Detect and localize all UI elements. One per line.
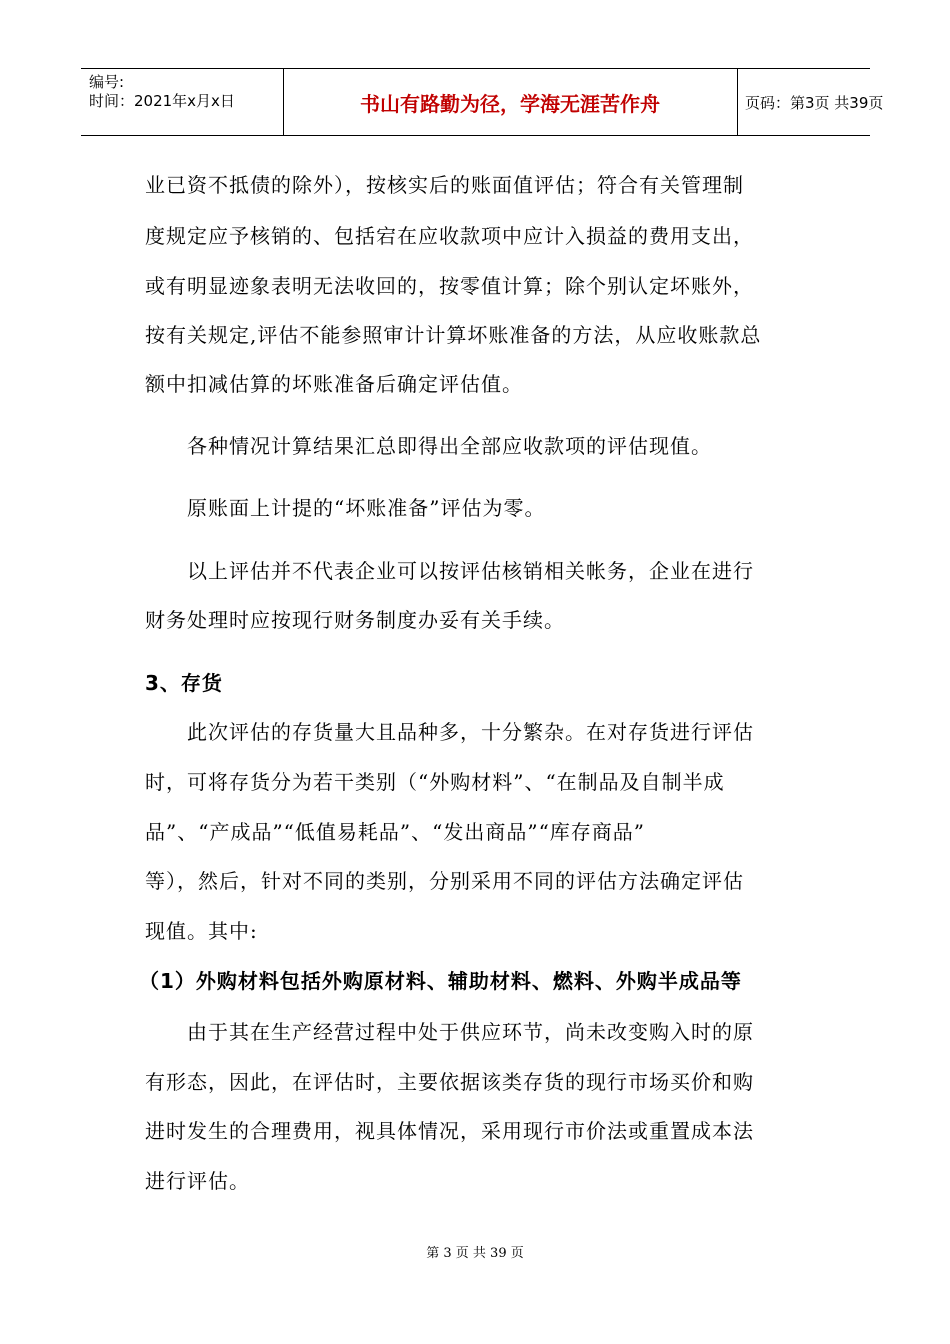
body-line: 原账面上计提的“坏账准备”评估为零。 (187, 496, 546, 520)
body-line: 时，可将存货分为若干类别（“外购材料”、“在制品及自制半成 (145, 770, 725, 794)
body-line: 进行评估。 (145, 1169, 250, 1193)
header-info-cell (81, 69, 284, 135)
body-line: 或有明显迹象表明无法收回的，按零值计算；除个别认定坏账外， (145, 274, 754, 298)
body-line: 按有关规定,评估不能参照审计计算坏账准备的方法，从应收账款总 (145, 323, 762, 347)
body-line: 进时发生的合理费用，视具体情况，采用现行市价法或重置成本法 (145, 1119, 754, 1143)
header-slogan-cell (283, 69, 738, 135)
body-line: 财务处理时应按现行财务制度办妥有关手续。 (145, 608, 565, 632)
page-header (81, 68, 884, 136)
subsection-heading: （1）外购材料包括外购原材料、辅助材料、燃料、外购半成品等 (139, 969, 742, 993)
header-slogan: 书山有路勤为径，学海无涯苦作舟 (360, 92, 660, 116)
header-page-number: 页码：第3页 共39页 (745, 94, 884, 112)
body-line: 额中扣减估算的坏账准备后确定评估值。 (145, 372, 523, 396)
body-line: 度规定应予核销的、包括宕在应收款项中应计入损益的费用支出， (145, 224, 754, 248)
body-line: 等），然后，针对不同的类别，分别采用不同的评估方法确定评估 (145, 869, 744, 893)
body-line: 现值。其中: (145, 919, 258, 943)
body-line: 业已资不抵债的除外），按核实后的账面值评估；符合有关管理制 (145, 173, 744, 197)
document-number-label: 编号: (89, 73, 125, 91)
body-line: 此次评估的存货量大且品种多，十分繁杂。在对存货进行评估 (187, 720, 754, 744)
body-line: 有形态，因此，在评估时，主要依据该类存货的现行市场买价和购 (145, 1070, 754, 1094)
body-line: 由于其在生产经营过程中处于供应环节，尚未改变购入时的原 (187, 1020, 754, 1044)
page-footer: 第 3 页 共 39 页 (426, 1246, 524, 1261)
section-heading: 3、存货 (145, 671, 223, 695)
body-line: 以上评估并不代表企业可以按评估核销相关帐务，企业在进行 (187, 559, 754, 583)
document-date-label: 时间：2021年x月x日 (89, 92, 235, 110)
body-line: 品”、“产成品”“低值易耗品”、“发出商品”“库存商品” (145, 820, 646, 844)
body-line: 各种情况计算结果汇总即得出全部应收款项的评估现值。 (187, 434, 712, 458)
header-page-cell (737, 69, 884, 135)
